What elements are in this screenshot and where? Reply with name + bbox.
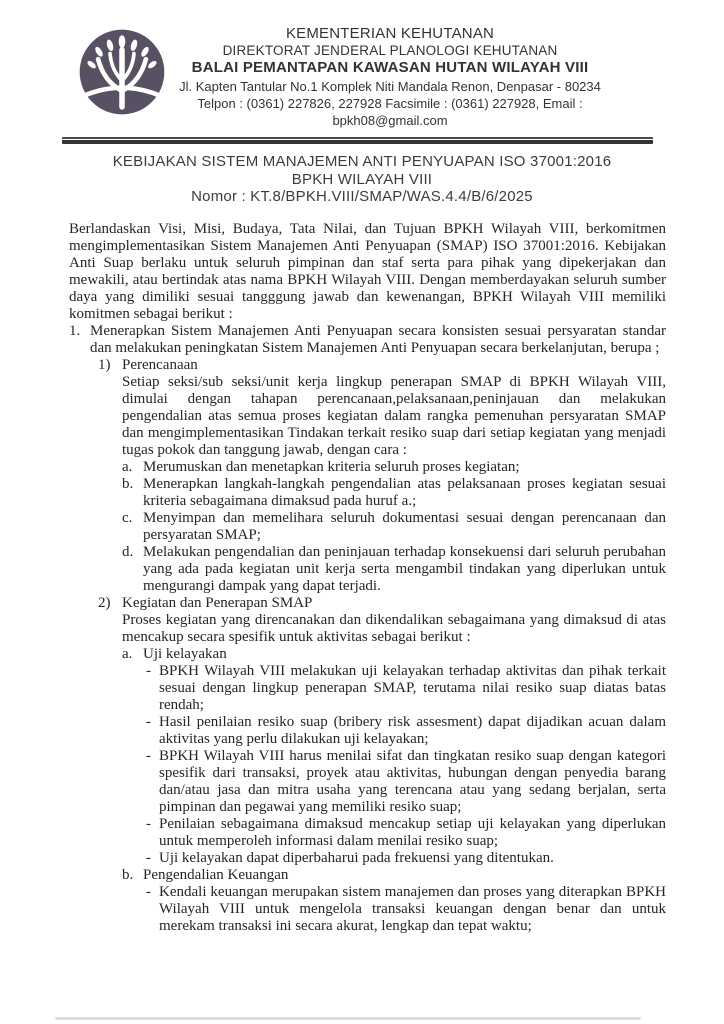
item-1-text: Menerapkan Sistem Manajemen Anti Penyuapan secara konsisten sesuai persyaratan standar dan melakukan peningkatan Sistem Manajemen Anti Penyuapan secara berkelanjutan, berupa ; bbox=[90, 322, 666, 356]
sub-item-2-title: Kegiatan dan Penerapan SMAP bbox=[122, 594, 313, 611]
office-contact: Telpon : (0361) 227826, 227928 Facsimile : (0361) 227928, Email : bpkh08@gmail.com bbox=[197, 96, 583, 128]
bullet-item bbox=[146, 663, 666, 714]
document-number: Nomor : KT.8/BPKH.VIII/SMAP/WAS.4.4/B/6/2025 bbox=[191, 188, 533, 205]
sub-item-2-paragraph: Proses kegiatan yang direncanakan dan dikendalikan sebagaimana yang dimaksud di atas mencakup secara spesifik untuk aktivitas sebagai berikut : bbox=[122, 611, 666, 645]
point-b-text: Menerapkan langkah-langkah pengendalian atas pelaksanaan proses kegiatan sesuai kriteria sebagaimana dimaksud pada huruf a.; bbox=[143, 475, 666, 509]
point-d-text: Melakukan pengendalian dan peninjauan terhadap konsekuensi dari seluruh perubahan yang ada pada kegiatan unit kerja serta mengambil tindakan yang diperlukan untuk mengurangi dampak yang dapat terjadi. bbox=[143, 543, 666, 594]
sub-item-2 bbox=[98, 595, 666, 935]
dash-bullet: - bbox=[146, 849, 151, 866]
document-title-block bbox=[0, 153, 724, 206]
dash-bullet: - bbox=[146, 747, 151, 764]
group-b-title: Pengendalian Keuangan bbox=[143, 866, 289, 883]
dash-bullet: - bbox=[146, 815, 151, 832]
sub-item-1 bbox=[98, 357, 666, 595]
point-d-marker: d. bbox=[122, 543, 134, 560]
point-d bbox=[122, 544, 666, 595]
bullet-item bbox=[146, 850, 666, 867]
letterhead-separator bbox=[62, 137, 653, 144]
sub-item-2-marker: 2) bbox=[98, 594, 111, 611]
office-name: BALAI PEMANTAPAN KAWASAN HUTAN WILAYAH VIII bbox=[191, 59, 589, 76]
dash-bullet: - bbox=[146, 662, 151, 679]
document-body bbox=[69, 221, 666, 935]
point-c-marker: c. bbox=[122, 509, 133, 526]
group-a bbox=[122, 646, 666, 867]
bullet-item bbox=[146, 884, 666, 935]
point-a-marker: a. bbox=[122, 458, 133, 475]
bullet-text: Kendali keuangan merupakan sistem manajemen dan proses yang diterapkan BPKH Wilayah VIII untuk mengelola transaksi keuangan dengan benar dan untuk merekam transaksi ini secara akurat, lengkap dan tepat waktu; bbox=[159, 883, 666, 934]
bullet-text: Hasil penilaian resiko suap (bribery risk assesment) dapat dijadikan acuan dalam aktivitas yang perlu dilakukan uji kelayakan; bbox=[159, 713, 666, 747]
sub-item-1-paragraph: Setiap seksi/sub seksi/unit kerja lingkup penerapan SMAP di BPKH Wilayah VIII, dimulai dengan tahapan perencanaan,pelaksanaan,peninjauan dan melakukan pengendalian atas semua proses kegiatan dalam rangka pemenuhan persyaratan SMAP dan mengimplementasikan Tindakan terkait resiko suap dari setiap kegiatan yang menjadi tugas pokok dan tanggung jawab, dengan cara : bbox=[122, 373, 666, 458]
group-b bbox=[122, 867, 666, 935]
group-a-title: Uji kelayakan bbox=[143, 645, 227, 662]
document-title-line1: KEBIJAKAN SISTEM MANAJEMEN ANTI PENYUAPAN ISO 37001:2016 bbox=[112, 153, 612, 170]
point-c-text: Menyimpan dan memelihara seluruh dokumentasi sesuai dengan perencanaan dan persyaratan SMAP; bbox=[143, 509, 666, 543]
bullet-text: Uji kelayakan dapat diperbaharui pada frekuensi yang ditentukan. bbox=[159, 849, 554, 866]
group-b-marker: b. bbox=[122, 866, 134, 883]
document-title-line2: BPKH WILAYAH VIII bbox=[291, 170, 433, 188]
bullet-text: BPKH Wilayah VIII melakukan uji kelayakan terhadap aktivitas dan pihak terkait sesuai dengan lingkup penerapan SMAP, terutama nilai resiko suap diatas batas rendah; bbox=[159, 662, 666, 713]
point-a-text: Merumuskan dan menetapkan kriteria seluruh proses kegiatan; bbox=[143, 458, 520, 475]
letterhead bbox=[0, 0, 724, 129]
directorate-name: DIREKTORAT JENDERAL PLANOLOGI KEHUTANAN bbox=[222, 43, 558, 58]
group-a-marker: a. bbox=[122, 645, 133, 662]
bullet-text: BPKH Wilayah VIII harus menilai sifat dan tingkatan resiko suap dengan kategori spesifik dari transaksi, proyek atau aktivitas, hubungan dengan penyedia barang dan/atau jasa dan mitra usaha yang terencana atau yang sedang berjalan, serta pimpinan dan pegawai yang memiliki resiko suap; bbox=[159, 747, 666, 815]
ministry-name: KEMENTERIAN KEHUTANAN bbox=[285, 25, 495, 42]
ministry-of-forestry-logo-icon bbox=[76, 26, 168, 118]
numbered-item-1 bbox=[69, 323, 666, 935]
dash-bullet: - bbox=[146, 883, 151, 900]
bullet-item bbox=[146, 748, 666, 816]
bullet-item bbox=[146, 714, 666, 748]
scan-artifact-line bbox=[55, 1017, 641, 1020]
bullet-item bbox=[146, 816, 666, 850]
dash-bullet: - bbox=[146, 713, 151, 730]
point-b-marker: b. bbox=[122, 475, 134, 492]
intro-paragraph: Berlandaskan Visi, Misi, Budaya, Tata Nilai, dan Tujuan BPKH Wilayah VIII, berkomitmen mengimplementasikan Sistem Manajemen Anti Penyuapan (SMAP) ISO 37001:2016. Kebijakan Anti Suap berlaku untuk seluruh pimpinan dan staf serta para pihak yang dipekerjakan dan mewakili, atau bertindak atas nama BPKH Wilayah VIII. Dengan memberdayakan seluruh sumber daya yang dimiliki sesuai tangggung jawab dan kewenangan, BPKH Wilayah VIII memiliki komitmen sebagai berikut : bbox=[69, 220, 666, 322]
point-c bbox=[122, 510, 666, 544]
sub-item-1-marker: 1) bbox=[98, 356, 111, 373]
point-b bbox=[122, 476, 666, 510]
sub-item-1-title: Perencanaan bbox=[122, 356, 198, 373]
letterhead-text bbox=[168, 24, 612, 129]
item-1-marker: 1. bbox=[69, 322, 81, 339]
office-address: Jl. Kapten Tantular No.1 Komplek Niti Mandala Renon, Denpasar - 80234 bbox=[179, 79, 601, 94]
point-a bbox=[122, 459, 666, 476]
bullet-text: Penilaian sebagaimana dimaksud mencakup setiap uji kelayakan yang diperlukan untuk memperoleh informasi dalam menilai resiko suap; bbox=[159, 815, 666, 849]
